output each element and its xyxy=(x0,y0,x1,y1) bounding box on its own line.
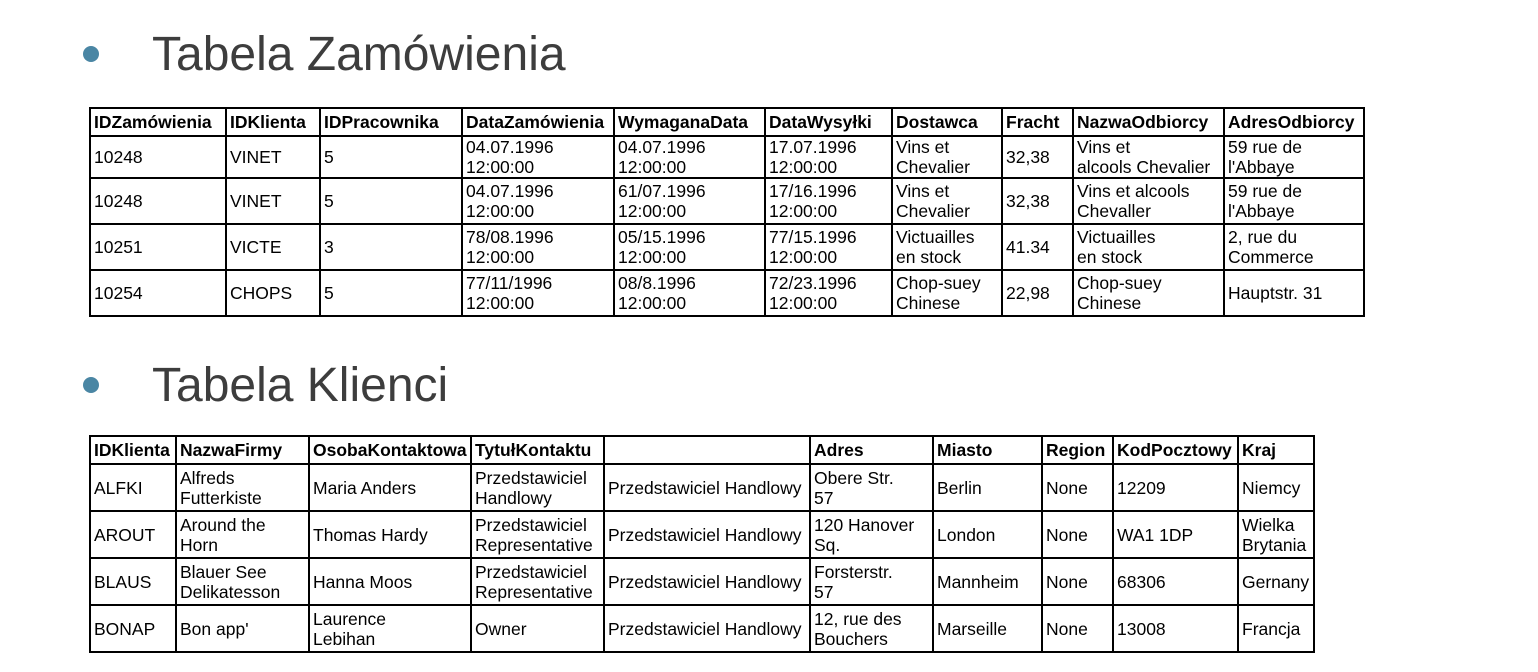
table-cell: AROUT xyxy=(90,511,176,558)
table-cell: Owner xyxy=(471,605,604,652)
table-cell: Berlin xyxy=(933,464,1042,511)
table-cell: None xyxy=(1042,464,1113,511)
table-cell: BLAUS xyxy=(90,558,176,605)
table-cell: 17/16.1996 12:00:00 xyxy=(765,178,892,224)
table-cell: 17.07.1996 12:00:00 xyxy=(765,136,892,178)
table-cell: VICTE xyxy=(226,224,320,270)
table-cell: 05/15.1996 12:00:00 xyxy=(614,224,765,270)
table-cell: Hauptstr. 31 xyxy=(1224,270,1364,316)
table-cell: 04.07.1996 12:00:00 xyxy=(462,136,614,178)
column-header: Dostawca xyxy=(892,108,1002,136)
table-row xyxy=(90,136,1364,178)
table-cell: None xyxy=(1042,511,1113,558)
column-header: IDKlienta xyxy=(90,436,176,464)
table-cell: 120 Hanover Sq. xyxy=(810,511,933,558)
table-cell: 12209 xyxy=(1113,464,1238,511)
table-cell: Victuailles en stock xyxy=(1073,224,1224,270)
column-header: KodPocztowy xyxy=(1113,436,1238,464)
bullet-icon xyxy=(83,377,99,393)
table-row xyxy=(90,178,1364,224)
table-cell: 59 rue de l'Abbaye xyxy=(1224,178,1364,224)
table-cell: Gernany xyxy=(1238,558,1314,605)
table-cell: 32,38 xyxy=(1002,136,1073,178)
table-cell: Hanna Moos xyxy=(309,558,471,605)
table-cell: Vins et alcools Chevaller xyxy=(1073,178,1224,224)
table-cell: Niemcy xyxy=(1238,464,1314,511)
column-header: Kraj xyxy=(1238,436,1314,464)
table-cell: Wielka Brytania xyxy=(1238,511,1314,558)
column-header: TytułKontaktu xyxy=(471,436,604,464)
table-cell: BONAP xyxy=(90,605,176,652)
table-cell: 77/11/1996 12:00:00 xyxy=(462,270,614,316)
table-cell: 22,98 xyxy=(1002,270,1073,316)
table-cell: Francja xyxy=(1238,605,1314,652)
column-header: DataWysyłki xyxy=(765,108,892,136)
table-cell: Przedstawiciel Handlowy xyxy=(471,464,604,511)
table-cell: 61/07.1996 12:00:00 xyxy=(614,178,765,224)
section-heading-orders: Tabela Zamówienia xyxy=(152,28,566,81)
table-cell: 32,38 xyxy=(1002,178,1073,224)
table-cell: 3 xyxy=(320,224,462,270)
table-cell: Przedstawiciel Representative xyxy=(471,558,604,605)
column-header: IDZamówienia xyxy=(90,108,226,136)
table-cell: 78/08.1996 12:00:00 xyxy=(462,224,614,270)
column-header: AdresOdbiorcy xyxy=(1224,108,1364,136)
table-cell: 10251 xyxy=(90,224,226,270)
table-row xyxy=(90,270,1364,316)
table-row xyxy=(90,511,1314,558)
column-header: WymaganaData xyxy=(614,108,765,136)
table-cell: 12, rue des Bouchers xyxy=(810,605,933,652)
table-cell: Przedstawiciel Representative xyxy=(471,511,604,558)
table-cell: VINET xyxy=(226,136,320,178)
table-cell: Blauer See Delikatesson xyxy=(176,558,309,605)
table-cell: Vins et Chevalier xyxy=(892,178,1002,224)
table-cell: Thomas Hardy xyxy=(309,511,471,558)
table-cell: Vins et Chevalier xyxy=(892,136,1002,178)
table-cell: 04.07.1996 12:00:00 xyxy=(614,136,765,178)
table-cell: 04.07.1996 12:00:00 xyxy=(462,178,614,224)
table-cell: 13008 xyxy=(1113,605,1238,652)
column-header: NazwaOdbiorcy xyxy=(1073,108,1224,136)
column-header: Region xyxy=(1042,436,1113,464)
column-header: IDKlienta xyxy=(226,108,320,136)
table-cell: 72/23.1996 12:00:00 xyxy=(765,270,892,316)
table-cell: Chop-suey Chinese xyxy=(1073,270,1224,316)
table-cell: Marseille xyxy=(933,605,1042,652)
table-cell: London xyxy=(933,511,1042,558)
column-header: NazwaFirmy xyxy=(176,436,309,464)
table-cell: 5 xyxy=(320,136,462,178)
column-header: Adres xyxy=(810,436,933,464)
column-header: OsobaKontaktowa xyxy=(309,436,471,464)
table-cell: 10248 xyxy=(90,178,226,224)
table-cell: CHOPS xyxy=(226,270,320,316)
table-cell: 08/8.1996 12:00:00 xyxy=(614,270,765,316)
table-cell: 5 xyxy=(320,270,462,316)
bullet-icon xyxy=(83,46,99,62)
table-cell: ALFKI xyxy=(90,464,176,511)
table-cell: Maria Anders xyxy=(309,464,471,511)
table-cell: VINET xyxy=(226,178,320,224)
table-cell: Forsterstr. 57 xyxy=(810,558,933,605)
column-header: Fracht xyxy=(1002,108,1073,136)
column-header: IDPracownika xyxy=(320,108,462,136)
table-cell: 77/15.1996 12:00:00 xyxy=(765,224,892,270)
table-cell: WA1 1DP xyxy=(1113,511,1238,558)
table-row xyxy=(90,605,1314,652)
clients-table xyxy=(89,435,1315,653)
table-cell: Przedstawiciel Handlowy xyxy=(604,464,810,511)
table-cell: Mannheim xyxy=(933,558,1042,605)
column-header xyxy=(604,436,810,464)
table-cell: Chop-suey Chinese xyxy=(892,270,1002,316)
table-cell: 10254 xyxy=(90,270,226,316)
table-cell: Obere Str. 57 xyxy=(810,464,933,511)
table-cell: 68306 xyxy=(1113,558,1238,605)
table-row xyxy=(90,224,1364,270)
column-header: Miasto xyxy=(933,436,1042,464)
table-cell: 2, rue du Commerce xyxy=(1224,224,1364,270)
column-header: DataZamówienia xyxy=(462,108,614,136)
table-cell: 5 xyxy=(320,178,462,224)
table-cell: Bon app' xyxy=(176,605,309,652)
table-cell: Victuailles en stock xyxy=(892,224,1002,270)
table-row xyxy=(90,558,1314,605)
table-cell: None xyxy=(1042,558,1113,605)
table-cell: Przedstawiciel Handlowy xyxy=(604,558,810,605)
table-cell: Around the Horn xyxy=(176,511,309,558)
table-cell: Przedstawiciel Handlowy xyxy=(604,511,810,558)
table-cell: 59 rue de l'Abbaye xyxy=(1224,136,1364,178)
table-cell: None xyxy=(1042,605,1113,652)
table-header-row xyxy=(90,108,1364,136)
table-cell: 41.34 xyxy=(1002,224,1073,270)
orders-table xyxy=(89,107,1365,317)
table-cell: Laurence Lebihan xyxy=(309,605,471,652)
table-row xyxy=(90,464,1314,511)
table-cell: Przedstawiciel Handlowy xyxy=(604,605,810,652)
section-heading-clients: Tabela Klienci xyxy=(152,359,449,412)
table-cell: 10248 xyxy=(90,136,226,178)
table-cell: Vins et alcools Chevalier xyxy=(1073,136,1224,178)
table-header-row xyxy=(90,436,1314,464)
table-cell: Alfreds Futterkiste xyxy=(176,464,309,511)
